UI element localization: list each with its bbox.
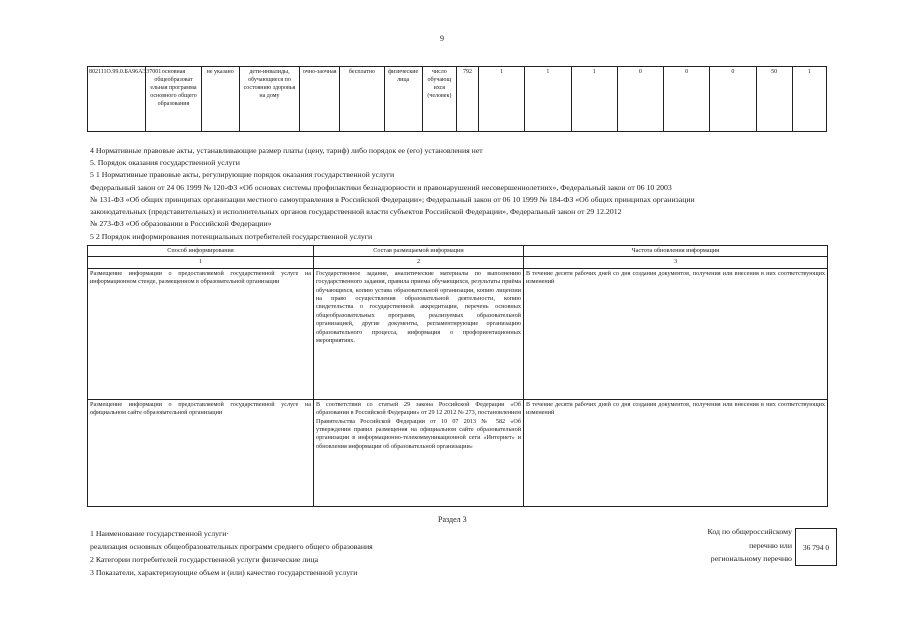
table-row (88, 67, 827, 132)
table-row (88, 399, 828, 506)
table-cell: 0 (617, 67, 663, 132)
table-cell: не указано (201, 67, 239, 132)
consumer-category: 2 Категории потребителей государственной услуги физические лица (90, 555, 319, 564)
text-line: 5. Порядок оказания государственной услуги (90, 158, 240, 167)
table-row (88, 268, 828, 399)
text-line: № 131-ФЗ «Об общих принципах организации местного самоуправления в Российской Федерации»; Федеральный закон от 06 10 1999 № 184-ФЗ «Об общих принципах организации (90, 195, 695, 204)
column-number: 1 (88, 257, 314, 268)
table-cell: 0 (710, 67, 756, 132)
info-content: Государственное задание, аналитические материалы по выполнению государственного задания, правила приема обучающихся, результаты приёма обучающихся, копию устава образовательной организации, копию лицензии на право осуществления образовательной деятельности, копию свидетельства о государственной аккредитации, перечень основных общеобразовательных программ, реализуемых образовательной организацией, другие документы, регламентирующие организацию образовательного процесса, информация о профориентационных мероприятиях. (314, 268, 524, 399)
service-table (87, 66, 827, 132)
info-frequency: В течение десяти рабочих дней со дня создания документов, получения или внесения в них соответствующих изменений (524, 268, 828, 399)
indicators-label: 3 Показатели, характеризующие объем и (или) качество государственной услуги (90, 568, 358, 577)
info-frequency: В течение десяти рабочих дней со дня создания документов, получения или внесения в них соответствующих изменений (524, 399, 828, 506)
code-label: региональному перечню (710, 554, 792, 563)
table-cell: 0 (664, 67, 710, 132)
text-line: № 273-ФЗ «Об образовании в Российской Федерации» (90, 219, 272, 228)
info-method: Размещение информации о предоставляемой государственной услуге на информационном стенде, размещенном в образовательной организации (88, 268, 314, 399)
info-content: В соответствии со статьей 29 закона Российской Федерации «Об образовании в Российской Федерации» от 29 12 2012 № 273, постановлением Правительства Российской Федерации от 10 07 2013 № 582 «Об утверждении правил размещения на официальном сайте образовательной организации в информационно-телекоммуникационной сети «Интернет» и обновления информации об образовательной организации» (314, 399, 524, 506)
column-header: Состав размещаемой информации (314, 246, 524, 257)
table-cell: число обучающ ихся (человек) (422, 67, 456, 132)
info-method: Размещение информации о предоставляемой государственной услуге на официальном сайте образовательной организации (88, 399, 314, 506)
text-line: 5 2 Порядок информирования потенциальных потребителей государственной услуги (90, 232, 373, 241)
code-label: Код по общероссийскому (707, 527, 792, 536)
column-number: 2 (314, 257, 524, 268)
table-cell: основная общеобразоват ельная программа основного общего образования (146, 67, 201, 132)
table-cell: дети-инвалиды, обучающиеся по состоянию здоровья на дому (239, 67, 299, 132)
text-line: 5 1 Нормативные правовые акты, регулирующие порядок оказания государственной услуги (90, 170, 395, 179)
code-value: 36 794 0 (802, 542, 830, 552)
column-header: Частота обновления информации (524, 246, 828, 257)
section-title: Раздел 3 (438, 515, 467, 524)
table-cell: 792 (456, 67, 478, 132)
table-cell: 802111О.99.0.БА96АЭ37001 (88, 67, 146, 132)
column-number: 3 (524, 257, 828, 268)
table-cell: очно-заочная (300, 67, 340, 132)
info-table (87, 245, 828, 507)
table-cell: 50 (756, 67, 792, 132)
table-cell: 1 (479, 67, 525, 132)
table-header-row (88, 246, 828, 257)
page-number: 9 (440, 34, 444, 43)
service-name-label: 1 Наименование государственной услуги· (90, 529, 230, 538)
table-cell: бесплатно (340, 67, 384, 132)
table-cell: физические лица (384, 67, 422, 132)
code-label: перечню или (749, 541, 792, 550)
column-header: Способ информирования (88, 246, 314, 257)
service-name-value: реализация основных общеобразовательных программ среднего общего образования (90, 542, 373, 551)
table-cell: 1 (792, 67, 826, 132)
text-line: Федеральный закон от 24 06 1999 № 120-ФЗ «Об основах системы профилактики безнадзорности и правонарушений несовершеннолетних», Федеральный закон от 06 10 2003 (90, 183, 672, 192)
text-line: законодательных (представительных) и исполнительных органов государственной власти субъектов Российской Федерации», Федеральный закон от 29 12.2012 (90, 207, 622, 216)
text-line: 4 Нормативные правовые акты, устанавливающие размер платы (цену, тариф) либо порядок ее (его) установления нет (90, 146, 483, 155)
table-cell: 1 (525, 67, 571, 132)
table-number-row (88, 257, 828, 268)
code-value-box (795, 528, 837, 566)
table-cell: 1 (571, 67, 617, 132)
